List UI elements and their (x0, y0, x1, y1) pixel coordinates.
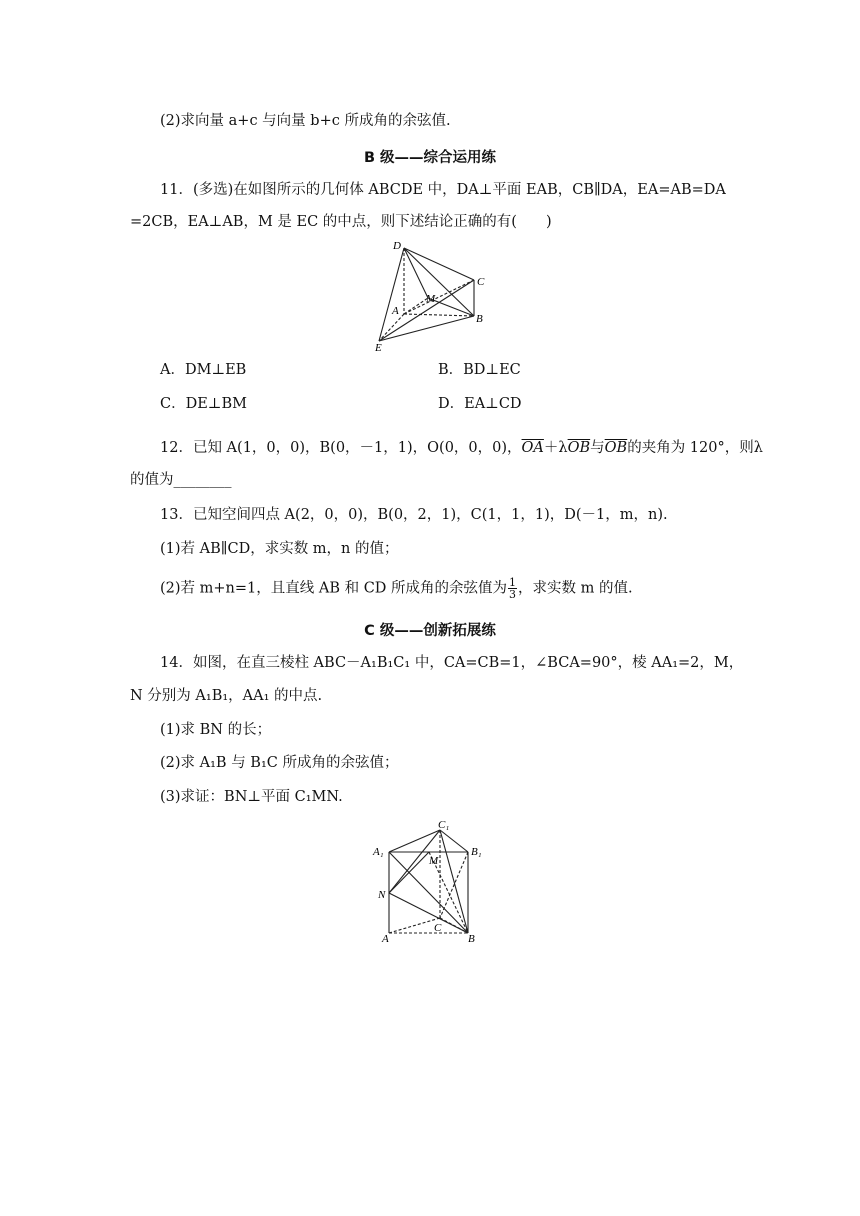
q14-fig-label-b1: B₁ (471, 846, 482, 858)
q14-fig-label-c1: C₁ (438, 819, 450, 831)
q11-figure (366, 236, 496, 354)
q14-fig-label-c: C (434, 922, 442, 934)
q11-fig-label-a: A (392, 305, 399, 317)
q13-fraction (508, 577, 517, 600)
q13-frac-num: 1 (509, 576, 517, 589)
q12-line2: 的值为________ (130, 472, 232, 488)
section-b-heading: B 级——综合运用练 (363, 150, 497, 166)
q12-with: 与 (590, 440, 605, 456)
q14-fig-label-a1: A₁ (373, 846, 384, 858)
q14-part3: (3)求证：BN⊥平面 C₁MN. (160, 789, 343, 805)
section-c-heading: C 级——创新拓展练 (364, 623, 496, 639)
q11-fig-label-c: C (477, 276, 485, 288)
q11-option-a: A．DM⊥EB (160, 362, 247, 378)
q13-part1: (1)若 AB∥CD，求实数 m，n 的值； (160, 541, 399, 557)
q12-text-a: 12．已知 A(1，0，0)，B(0，－1，1)，O(0，0，0)， (160, 440, 522, 456)
q13-line1: 13．已知空间四点 A(2，0，0)，B(0，2，1)，C(1，1，1)，D(－1，m，n). (160, 507, 668, 523)
q14-fig-label-m: M (429, 855, 439, 867)
q14-line1: 14．如图，在直三棱柱 ABC－A₁B₁C₁ 中，CA=CB=1，∠BCA=90°，棱 AA₁=2，M， (160, 655, 744, 671)
q11-fig-label-d: D (393, 240, 401, 252)
q11-fig-label-b: B (476, 313, 483, 325)
q12-line1 (160, 438, 763, 458)
q12-plus-lambda: ＋λ (543, 440, 568, 456)
q11-option-c: C．DE⊥BM (160, 396, 247, 412)
q13-part2-text-a: (2)若 m+n=1，且直线 AB 和 CD 所成角的余弦值为 (160, 580, 508, 597)
q14-part2: (2)求 A₁B 与 B₁C 所成角的余弦值； (160, 755, 399, 771)
q13-part2-text-b: ，求实数 m 的值. (518, 580, 633, 597)
q14-figure (372, 818, 492, 948)
q14-part1: (1)求 BN 的长； (160, 722, 272, 738)
q14-fig-label-a: A (382, 933, 389, 945)
q12-vector-ob: $\overline{OB}$ (567, 440, 591, 456)
q13-frac-den: 3 (509, 588, 517, 601)
q11-option-b: B．BD⊥EC (438, 362, 521, 378)
q11-line2: =2CB，EA⊥AB，M 是 EC 的中点，则下述结论正确的有( ) (130, 214, 552, 230)
q11-fig-label-e: E (375, 342, 382, 354)
q12-vector-oa: $\overline{OA}$ (521, 440, 544, 456)
q13-part2 (160, 577, 633, 600)
q11-option-d: D．EA⊥CD (438, 396, 522, 412)
q12-text-b: 的夹角为 120°，则λ (627, 440, 763, 456)
q10-part2: (2)求向量 a+c 与向量 b+c 所成角的余弦值. (160, 113, 451, 129)
q14-line2: N 分别为 A₁B₁，AA₁ 的中点. (130, 688, 323, 704)
q14-fig-label-b: B (468, 933, 475, 945)
q11-line1: 11．(多选)在如图所示的几何体 ABCDE 中，DA⊥平面 EAB，CB∥DA，EA=AB=DA (160, 182, 726, 198)
q14-fig-label-n: N (378, 889, 386, 901)
q12-vector-ob-2: $\overline{OB}$ (604, 440, 628, 456)
q11-fig-label-m: M (426, 293, 436, 305)
